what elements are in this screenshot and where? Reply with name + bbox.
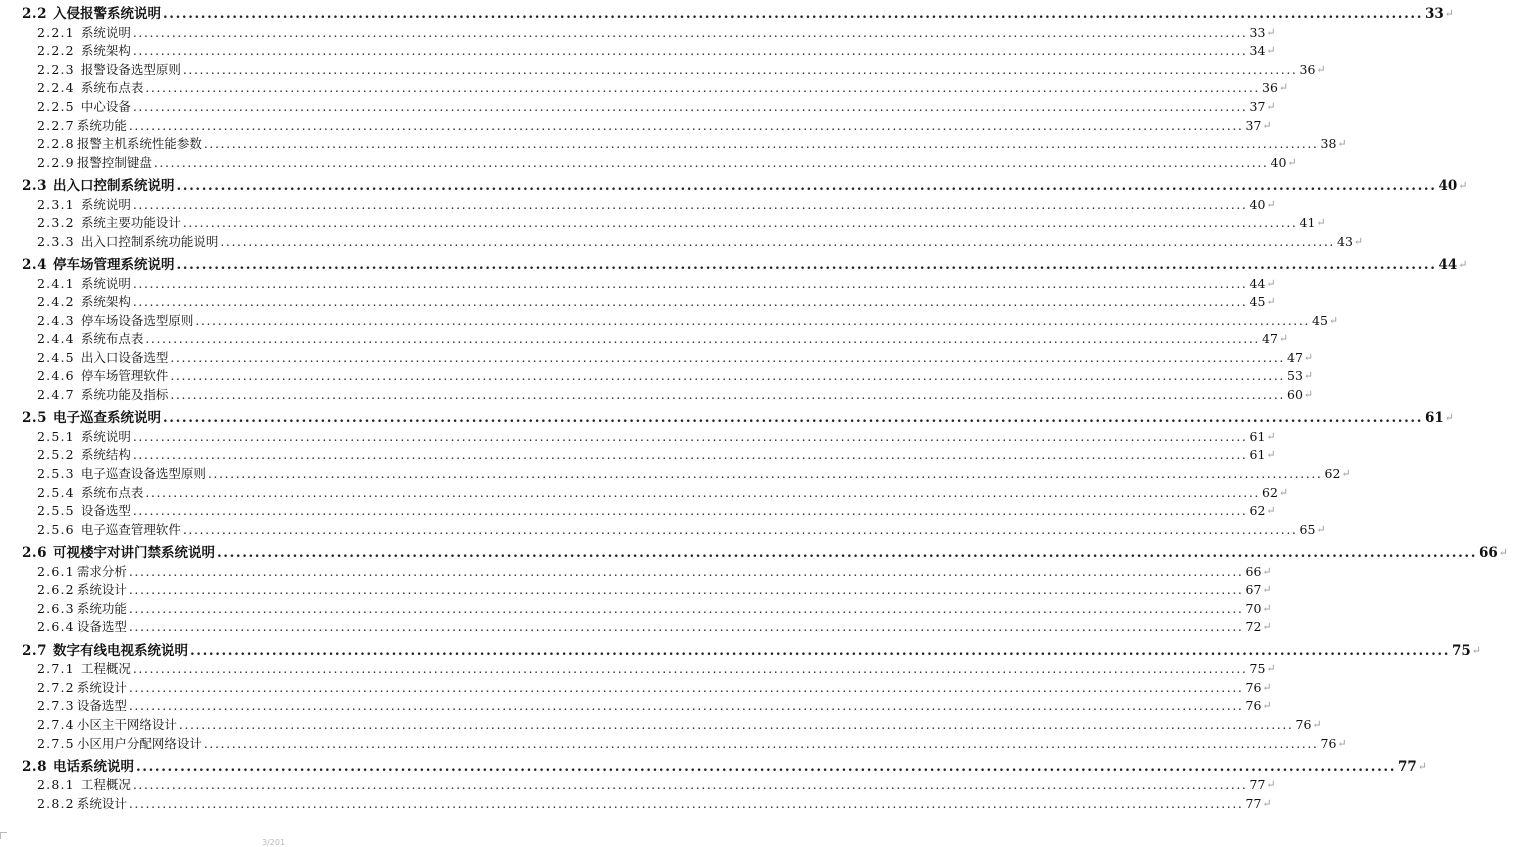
toc-entry-page: 76: [1245, 679, 1262, 695]
toc-dot-leader: ........................................................................................................................................................................................................: [132, 43, 1248, 59]
toc-entry-number: 2.5.1: [37, 428, 75, 444]
paragraph-mark-icon: ↵: [1266, 25, 1276, 39]
toc-entry-page: 76: [1320, 735, 1337, 751]
toc-entry-title: 出入口控制系统功能说明: [80, 233, 219, 249]
toc-entry-page: 40: [1270, 154, 1287, 170]
paragraph-mark-icon: ↵: [1458, 178, 1468, 192]
toc-entry-title: 系统架构: [80, 294, 131, 310]
paragraph-mark-icon: ↵: [1262, 680, 1272, 694]
toc-subsection-entry[interactable]: [0, 446, 1276, 465]
toc-entry-title: 电话系统说明: [53, 758, 134, 775]
toc-entry-title: 系统说明: [80, 24, 131, 40]
toc-entry-page: 33: [1249, 24, 1266, 40]
toc-subsection-entry[interactable]: [0, 660, 1276, 679]
toc-entry-title: 系统功能及指标: [80, 387, 169, 403]
toc-entry-number: 2.2.5: [37, 98, 75, 114]
toc-entry-title: 工程概况: [80, 661, 131, 677]
toc-entry-title: 系统功能: [76, 600, 127, 616]
toc-dot-leader: ........................................................................................................................................................................................................: [203, 735, 1319, 751]
paragraph-mark-icon: ↵: [1417, 759, 1428, 773]
toc-entry-number: 2.4.1: [37, 275, 75, 291]
paragraph-mark-icon: ↵: [1328, 313, 1339, 327]
toc-dot-leader: ........................................................................................................................................................................................................: [132, 275, 1248, 291]
page-corner-mark: [0, 832, 7, 839]
toc-dot-leader: ........................................................................................................................................................................................................: [190, 642, 1450, 659]
toc-entry-page: 61: [1249, 447, 1266, 463]
toc-entry-title: 电子巡查管理软件: [80, 521, 181, 537]
toc-entry-title: 系统设计: [76, 679, 127, 695]
paragraph-mark-icon: ↵: [1303, 350, 1314, 364]
toc-subsection-entry[interactable]: [0, 502, 1276, 521]
toc-subsection-entry[interactable]: [0, 697, 1272, 716]
paragraph-mark-icon: ↵: [1498, 546, 1509, 559]
toc-section-entry[interactable]: [0, 642, 1482, 661]
paragraph-mark-icon: ↵: [1337, 736, 1347, 750]
paragraph-mark-icon: ↵: [1262, 583, 1272, 597]
toc-dot-leader: ........................................................................................................................................................................................................: [132, 196, 1248, 212]
toc-entry-page: 33: [1425, 6, 1444, 22]
toc-dot-leader: ........................................................................................................................................................................................................: [163, 6, 1423, 22]
toc-dot-leader: ........................................................................................................................................................................................................: [145, 331, 1261, 347]
paragraph-mark-icon: ↵: [1266, 429, 1276, 443]
toc-dot-leader: ........................................................................................................................................................................................................: [182, 215, 1298, 231]
toc-subsection-entry[interactable]: [0, 716, 1322, 735]
toc-subsection-entry[interactable]: [0, 135, 1347, 154]
toc-entry-title: 小区主干网络设计: [76, 716, 177, 732]
toc-entry-title: 系统功能: [76, 117, 127, 133]
toc-entry-number: 2.5.4: [37, 484, 75, 500]
toc-subsection-entry[interactable]: [0, 735, 1347, 754]
paragraph-mark-icon: ↵: [1266, 778, 1276, 792]
toc-entry-page: 44: [1249, 275, 1266, 291]
toc-entry-page: 47: [1262, 331, 1278, 347]
toc-entry-title: 报警控制键盘: [76, 154, 152, 170]
toc-entry-page: 37: [1245, 117, 1262, 133]
toc-entry-number: 2.7.5: [37, 735, 75, 751]
paragraph-mark-icon: ↵: [1471, 643, 1482, 657]
paragraph-mark-icon: ↵: [1444, 7, 1455, 20]
toc-subsection-entry[interactable]: [0, 154, 1297, 173]
toc-entry-title: 数字有线电视系统说明: [53, 642, 188, 659]
toc-entry-number: 2.5.3: [37, 466, 75, 482]
paragraph-mark-icon: ↵: [1266, 197, 1276, 211]
toc-entry-number: 2.2.3: [37, 61, 75, 77]
toc-dot-leader: ........................................................................................................................................................................................................: [128, 582, 1244, 598]
toc-dot-leader: ........................................................................................................................................................................................................: [132, 428, 1248, 444]
toc-dot-leader: ........................................................................................................................................................................................................: [178, 716, 1294, 732]
toc-entry-title: 工程概况: [80, 777, 131, 793]
toc-dot-leader: ........................................................................................................................................................................................................: [182, 61, 1298, 77]
toc-dot-leader: ........................................................................................................................................................................................................: [128, 117, 1244, 133]
toc-entry-page: 41: [1299, 215, 1316, 231]
toc-entry-title: 系统结构: [80, 447, 131, 463]
toc-entry-title: 出入口设备选型: [80, 349, 169, 365]
toc-entry-title: 电子巡查设备选型原则: [80, 466, 206, 482]
paragraph-mark-icon: ↵: [1262, 620, 1272, 634]
toc-entry-title: 需求分析: [76, 563, 127, 579]
paragraph-mark-icon: ↵: [1266, 99, 1276, 113]
paragraph-mark-icon: ↵: [1278, 332, 1289, 346]
toc-entry-number: 2.4: [22, 256, 47, 273]
toc-subsection-entry[interactable]: [0, 312, 1339, 331]
toc-entry-number: 2.2.8: [37, 136, 75, 152]
toc-entry-page: 61: [1425, 410, 1444, 427]
toc-entry-page: 75: [1452, 642, 1471, 659]
paragraph-mark-icon: ↵: [1266, 662, 1276, 676]
toc-entry-number: 2.6.1: [37, 563, 75, 579]
toc-entry-page: 38: [1320, 136, 1337, 152]
paragraph-mark-icon: ↵: [1303, 369, 1314, 383]
toc-dot-leader: ........................................................................................................................................................................................................: [170, 349, 1286, 365]
toc-dot-leader: ........................................................................................................................................................................................................: [217, 545, 1477, 561]
paragraph-mark-icon: ↵: [1262, 564, 1272, 578]
toc-entry-number: 2.4.2: [37, 294, 75, 310]
toc-entry-number: 2.2: [22, 6, 47, 22]
toc-entry-title: 停车场设备选型原则: [80, 312, 194, 328]
toc-entry-title: 系统布点表: [80, 80, 144, 96]
toc-entry-title: 系统设计: [76, 582, 127, 598]
toc-entry-number: 2.4.4: [37, 331, 75, 347]
toc-entry-title: 出入口控制系统说明: [53, 177, 175, 194]
toc-entry-page: 60: [1287, 387, 1303, 403]
toc-dot-leader: ........................................................................................................................................................................................................: [132, 503, 1248, 519]
toc-entry-title: 系统架构: [80, 43, 131, 59]
toc-entry-page: 77: [1398, 758, 1417, 775]
toc-entry-title: 电子巡查系统说明: [53, 410, 161, 427]
toc-section-entry[interactable]: [0, 177, 1468, 196]
toc-subsection-entry[interactable]: [0, 214, 1326, 233]
toc-subsection-entry[interactable]: [0, 465, 1351, 484]
toc-entry-number: 2.7.2: [37, 679, 75, 695]
toc-section-entry[interactable]: [0, 544, 1509, 563]
toc-entry-number: 2.2.7: [37, 117, 75, 133]
toc-entry-title: 设备选型: [76, 698, 127, 714]
paragraph-mark-icon: ↵: [1458, 257, 1468, 271]
toc-dot-leader: ........................................................................................................................................................................................................: [195, 312, 1311, 328]
toc-entry-title: 入侵报警系统说明: [53, 6, 161, 22]
toc-entry-page: 76: [1245, 698, 1262, 714]
toc-entry-number: 2.8: [22, 758, 47, 775]
toc-dot-leader: ........................................................................................................................................................................................................: [203, 136, 1319, 152]
toc-subsection-entry[interactable]: [0, 61, 1326, 80]
toc-entry-page: 53: [1287, 368, 1303, 384]
toc-subsection-entry[interactable]: [0, 42, 1276, 61]
toc-entry-number: 2.7.3: [37, 698, 75, 714]
toc-entry-number: 2.3.1: [37, 196, 75, 212]
toc-entry-page: 43: [1337, 233, 1353, 249]
toc-subsection-entry[interactable]: [0, 581, 1272, 600]
toc-entry-page: 61: [1249, 428, 1266, 444]
toc-entry-page: 66: [1479, 545, 1498, 561]
toc-entry-number: 2.4.7: [37, 387, 75, 403]
paragraph-mark-icon: ↵: [1278, 485, 1289, 499]
toc-entry-page: 66: [1245, 563, 1262, 579]
paragraph-mark-icon: ↵: [1266, 276, 1276, 290]
toc-entry-number: 2.4.3: [37, 312, 75, 328]
paragraph-mark-icon: ↵: [1353, 234, 1364, 248]
toc-dot-leader: ........................................................................................................................................................................................................: [176, 256, 1437, 273]
toc-entry-number: 2.3: [22, 177, 47, 194]
toc-subsection-entry[interactable]: [0, 618, 1272, 637]
toc-dot-leader: ........................................................................................................................................................................................................: [170, 368, 1286, 384]
toc-dot-leader: ........................................................................................................................................................................................................: [128, 563, 1244, 579]
toc-dot-leader: ........................................................................................................................................................................................................: [220, 233, 1336, 249]
toc-entry-page: 62: [1262, 484, 1278, 500]
toc-entry-page: 45: [1312, 312, 1328, 328]
paragraph-mark-icon: ↵: [1444, 411, 1455, 425]
toc-dot-leader: ........................................................................................................................................................................................................: [132, 294, 1248, 310]
toc-dot-leader: ........................................................................................................................................................................................................: [128, 619, 1244, 635]
toc-entry-title: 设备选型: [76, 619, 127, 635]
toc-entry-number: 2.2.2: [37, 43, 75, 59]
toc-entry-number: 2.6: [22, 545, 47, 561]
toc-entry-page: 72: [1245, 619, 1262, 635]
paragraph-mark-icon: ↵: [1262, 699, 1272, 713]
paragraph-mark-icon: ↵: [1316, 216, 1326, 230]
toc-subsection-entry[interactable]: [0, 795, 1272, 814]
toc-entry-title: 系统主要功能设计: [80, 215, 181, 231]
paragraph-mark-icon: ↵: [1266, 504, 1276, 518]
toc-entry-number: 2.4.6: [37, 368, 75, 384]
toc-dot-leader: ........................................................................................................................................................................................................: [128, 679, 1244, 695]
paragraph-mark-icon: ↵: [1303, 388, 1314, 402]
toc-entry-number: 2.5.6: [37, 521, 75, 537]
toc-section-entry[interactable]: [0, 5, 1455, 24]
toc-entry-page: 75: [1249, 661, 1266, 677]
paragraph-mark-icon: ↵: [1266, 295, 1276, 309]
toc-entry-title: 小区用户分配网络设计: [76, 735, 202, 751]
toc-dot-leader: ........................................................................................................................................................................................................: [163, 410, 1423, 427]
toc-subsection-entry[interactable]: [0, 98, 1276, 117]
toc-entry-number: 2.8.1: [37, 777, 75, 793]
toc-entry-title: 系统说明: [80, 428, 131, 444]
toc-dot-leader: ........................................................................................................................................................................................................: [128, 698, 1244, 714]
toc-entry-number: 2.6.2: [37, 582, 75, 598]
toc-entry-number: 2.2.4: [37, 80, 75, 96]
toc-section-entry[interactable]: [0, 758, 1428, 777]
toc-subsection-entry[interactable]: [0, 275, 1276, 294]
toc-subsection-entry[interactable]: [0, 367, 1314, 386]
toc-entry-number: 2.7.4: [37, 716, 75, 732]
toc-subsection-entry[interactable]: [0, 79, 1289, 98]
toc-dot-leader: ........................................................................................................................................................................................................: [132, 24, 1248, 40]
toc-entry-page: 36: [1299, 61, 1316, 77]
toc-subsection-entry[interactable]: [0, 196, 1276, 215]
toc-entry-number: 2.8.2: [37, 795, 75, 811]
toc-entry-title: 系统设计: [76, 795, 127, 811]
toc-entry-page: 65: [1299, 521, 1316, 537]
toc-entry-number: 2.6.3: [37, 600, 75, 616]
toc-entry-number: 2.4.5: [37, 349, 75, 365]
toc-entry-page: 70: [1245, 600, 1262, 616]
toc-dot-leader: ........................................................................................................................................................................................................: [207, 466, 1323, 482]
toc-dot-leader: ........................................................................................................................................................................................................: [145, 80, 1261, 96]
toc-section-entry[interactable]: [0, 409, 1455, 428]
toc-dot-leader: ........................................................................................................................................................................................................: [153, 154, 1269, 170]
toc-section-entry[interactable]: [0, 256, 1468, 275]
toc-entry-number: 2.3.3: [37, 233, 75, 249]
toc-entry-page: 62: [1249, 503, 1266, 519]
paragraph-mark-icon: ↵: [1312, 717, 1322, 731]
toc-entry-title: 系统说明: [80, 275, 131, 291]
toc-entry-page: 77: [1249, 777, 1266, 793]
toc-entry-page: 47: [1287, 349, 1303, 365]
paragraph-mark-icon: ↵: [1316, 62, 1326, 76]
toc-entry-page: 44: [1438, 256, 1458, 273]
toc-subsection-entry[interactable]: [0, 521, 1326, 540]
toc-entry-page: 67: [1245, 582, 1262, 598]
toc-entry-number: 2.2.9: [37, 154, 75, 170]
toc-subsection-entry[interactable]: [0, 600, 1272, 619]
toc-entry-page: 36: [1262, 80, 1278, 96]
toc-entry-page: 45: [1249, 294, 1266, 310]
toc-entry-page: 62: [1324, 466, 1341, 482]
paragraph-mark-icon: ↵: [1341, 467, 1351, 481]
toc-entry-number: 2.2.1: [37, 24, 75, 40]
toc-subsection-entry[interactable]: [0, 484, 1289, 503]
paragraph-mark-icon: ↵: [1262, 796, 1272, 810]
toc-entry-title: 报警设备选型原则: [80, 61, 181, 77]
toc-entry-page: 76: [1295, 716, 1312, 732]
toc-dot-leader: ........................................................................................................................................................................................................: [170, 387, 1286, 403]
table-of-contents: [0, 5, 1509, 814]
toc-entry-page: 34: [1249, 43, 1266, 59]
paragraph-mark-icon: ↵: [1266, 448, 1276, 462]
toc-entry-title: 停车场管理软件: [80, 368, 169, 384]
toc-dot-leader: ........................................................................................................................................................................................................: [132, 98, 1248, 114]
toc-subsection-entry[interactable]: [0, 776, 1276, 795]
toc-entry-number: 2.5: [22, 410, 47, 427]
toc-dot-leader: ........................................................................................................................................................................................................: [132, 777, 1248, 793]
paragraph-mark-icon: ↵: [1316, 522, 1326, 536]
toc-entry-title: 设备选型: [80, 503, 131, 519]
toc-dot-leader: ........................................................................................................................................................................................................: [128, 600, 1244, 616]
toc-entry-number: 2.5.5: [37, 503, 75, 519]
toc-subsection-entry[interactable]: [0, 293, 1276, 312]
footer-page-number: 3/201: [262, 838, 286, 847]
toc-entry-page: 40: [1438, 177, 1458, 194]
paragraph-mark-icon: ↵: [1262, 118, 1272, 132]
toc-entry-title: 报警主机系统性能参数: [76, 136, 202, 152]
toc-dot-leader: ........................................................................................................................................................................................................: [176, 177, 1437, 194]
toc-subsection-entry[interactable]: [0, 563, 1272, 582]
toc-subsection-entry[interactable]: [0, 349, 1314, 368]
toc-subsection-entry[interactable]: [0, 428, 1276, 447]
toc-entry-number: 2.7.1: [37, 661, 75, 677]
toc-dot-leader: ........................................................................................................................................................................................................: [132, 661, 1248, 677]
toc-subsection-entry[interactable]: [0, 679, 1272, 698]
toc-entry-page: 40: [1249, 196, 1266, 212]
toc-entry-number: 2.5.2: [37, 447, 75, 463]
toc-entry-page: 37: [1249, 98, 1266, 114]
paragraph-mark-icon: ↵: [1278, 81, 1289, 95]
toc-dot-leader: ........................................................................................................................................................................................................: [145, 484, 1261, 500]
toc-dot-leader: ........................................................................................................................................................................................................: [136, 758, 1396, 775]
toc-subsection-entry[interactable]: [0, 117, 1272, 136]
toc-subsection-entry[interactable]: [0, 24, 1276, 43]
paragraph-mark-icon: ↵: [1262, 601, 1272, 615]
toc-dot-leader: ........................................................................................................................................................................................................: [128, 795, 1244, 811]
toc-dot-leader: ........................................................................................................................................................................................................: [132, 447, 1248, 463]
toc-subsection-entry[interactable]: [0, 386, 1314, 405]
toc-entry-title: 系统布点表: [80, 484, 144, 500]
toc-entry-number: 2.7: [22, 642, 47, 659]
toc-dot-leader: ........................................................................................................................................................................................................: [182, 521, 1298, 537]
toc-entry-number: 2.3.2: [37, 215, 75, 231]
paragraph-mark-icon: ↵: [1337, 137, 1347, 151]
toc-entry-title: 停车场管理系统说明: [53, 256, 175, 273]
paragraph-mark-icon: ↵: [1266, 44, 1276, 58]
toc-entry-page: 77: [1245, 795, 1262, 811]
toc-entry-title: 系统布点表: [80, 331, 144, 347]
toc-subsection-entry[interactable]: [0, 233, 1364, 252]
toc-entry-title: 可视楼宇对讲门禁系统说明: [53, 545, 215, 561]
toc-subsection-entry[interactable]: [0, 330, 1289, 349]
toc-entry-number: 2.6.4: [37, 619, 75, 635]
toc-entry-title: 中心设备: [80, 98, 131, 114]
toc-entry-title: 系统说明: [80, 196, 131, 212]
paragraph-mark-icon: ↵: [1287, 155, 1297, 169]
